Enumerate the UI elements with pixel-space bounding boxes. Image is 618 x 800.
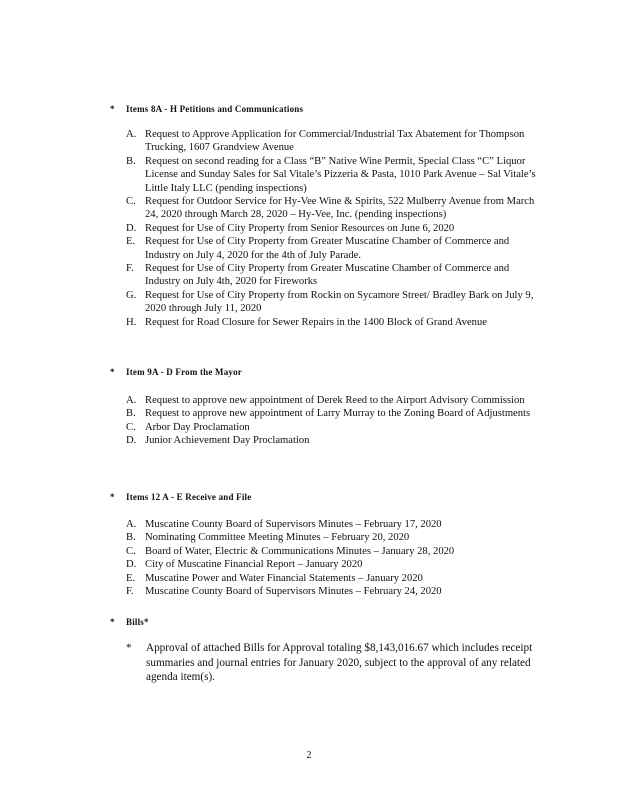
section-star: *: [110, 367, 115, 377]
section-star: *: [110, 104, 115, 114]
section-star: *: [110, 492, 115, 502]
section-heading-bills: [110, 617, 149, 627]
list-item: D. Request for Use of City Property from Senior Resources on June 6, 2020: [126, 222, 455, 234]
section-title: Bills*: [126, 617, 149, 627]
list-item: B. Nominating Committee Meeting Minutes – February 20, 2020: [126, 532, 410, 544]
list-item: H. Request for Road Closure for Sewer Repairs in the 1400 Block of Grand Avenue: [126, 316, 487, 328]
list-item: B. Request to approve new appointment of Larry Murray to the Zoning Board of Adjustments: [126, 408, 531, 420]
section-heading-receive-file: [110, 492, 251, 502]
list-item: F. Muscatine County Board of Supervisors Minutes – February 24, 2020: [126, 586, 442, 598]
list-item: B. Request on second reading for a Class “B” Native Wine Permit, Special Class “C” Liquor License and Sunday Sales for Sal Vitale’s Pizzeria & Pasta, 1010 Park Avenue – Sal Vitale’s Little Italy LLC (pending inspections): [126, 155, 536, 194]
list-item: C. Board of Water, Electric & Communications Minutes – January 28, 2020: [126, 545, 455, 557]
section-title: Items 8A - H Petitions and Communications: [126, 104, 304, 114]
list-item: G. Request for Use of City Property from Rockin on Sycamore Street/ Bradley Bark on July 9, 2020 through July 11, 2020: [126, 289, 534, 315]
receive-file-list: [126, 518, 546, 598]
list-item: * Approval of attached Bills for Approval totaling $8,143,016.67 which includes receipt summaries and journal entries for January 2020, subject to the approval of any related agenda item(s).: [126, 642, 533, 684]
list-item: F. Request for Use of City Property from Greater Muscatine Chamber of Commerce and Industry on July 4th, 2020 for Fireworks: [126, 263, 510, 288]
section-heading-mayor: [110, 367, 242, 377]
list-item: D. City of Muscatine Financial Report – January 2020: [126, 559, 363, 571]
bills-list: [126, 641, 546, 685]
list-item: C. Request for Outdoor Service for Hy-Vee Wine & Spirits, 522 Mulberry Avenue from March 24, 2020 through March 28, 2020 – Hy-Vee, Inc. (pending inspections): [126, 196, 535, 221]
section-title: Item 9A - D From the Mayor: [126, 367, 243, 377]
section-star: *: [110, 617, 115, 627]
mayor-list: [126, 394, 546, 448]
list-item: E. Request for Use of City Property from Greater Muscatine Chamber of Commerce and Industry on July 4, 2020 for the 4th of July Parade.: [126, 236, 510, 261]
list-item: E. Muscatine Power and Water Financial Statements – January 2020: [126, 572, 423, 584]
list-item: A. Muscatine County Board of Supervisors Minutes – February 17, 2020: [126, 519, 442, 530]
section-heading-petitions: [110, 104, 303, 114]
list-item: D. Junior Achievement Day Proclamation: [126, 435, 310, 447]
list-item: A. Request to Approve Application for Commercial/Industrial Tax Abatement for Thompson Trucking, 1607 Grandview Avenue: [126, 129, 525, 154]
list-item: C. Arbor Day Proclamation: [126, 421, 250, 433]
page-number: 2: [306, 750, 312, 761]
section-title: Items 12 A - E Receive and File: [126, 492, 252, 502]
list-item: A. Request to approve new appointment of Derek Reed to the Airport Advisory Commission: [126, 395, 525, 406]
petitions-list: [126, 128, 546, 329]
